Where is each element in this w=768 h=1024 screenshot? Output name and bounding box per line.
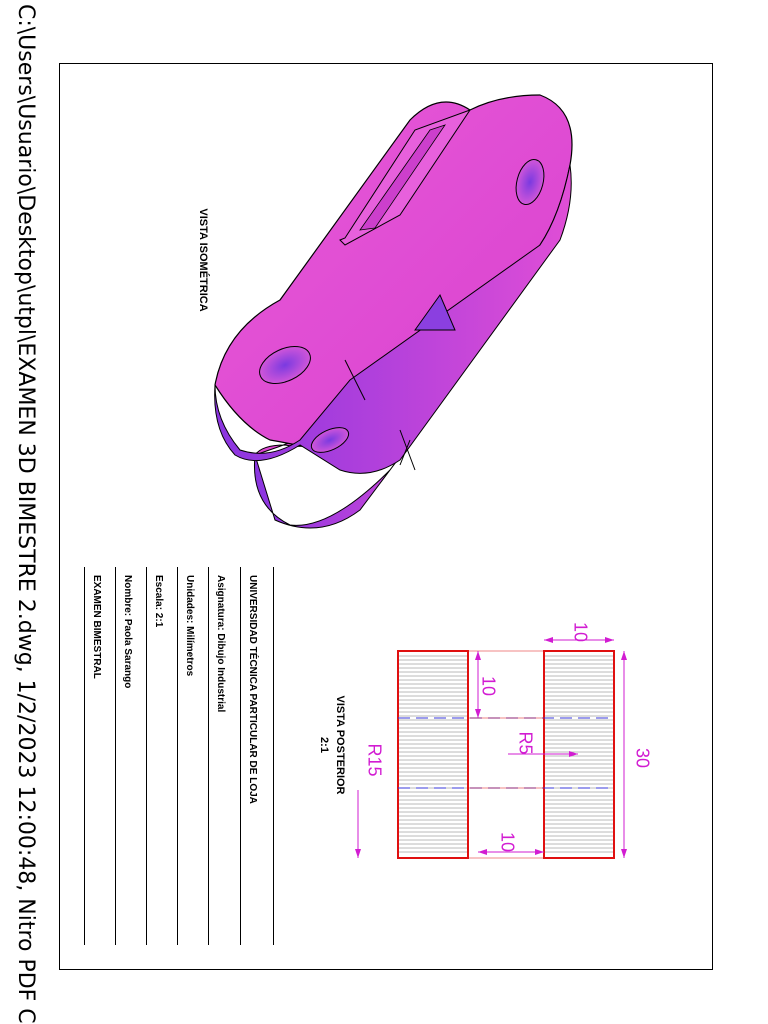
dim-arrowhead-2 [605, 637, 614, 643]
dim-arrowhead-5 [475, 651, 481, 660]
dim-arrowhead-9 [355, 849, 361, 858]
rear-view-left-block [398, 651, 468, 858]
file-path-header: C:\Users\Usuario\Desktop\utpl\EXAMEN 3D BIMESTRE 2.dwg, 1/2/2023 12:00:48, Nitro PDF C [13, 4, 38, 1024]
rear-view-hatching [398, 656, 614, 852]
dim-overall: 30 [632, 747, 653, 769]
dim-center-radius: R5 [515, 731, 536, 755]
title-row-name: Nombre: Paola Sarango [115, 567, 146, 945]
dim-arrowhead-8 [478, 849, 487, 855]
rear-view-label: VISTA POSTERIOR [334, 695, 346, 795]
dim-arrowhead-1 [544, 637, 553, 643]
title-row-university: UNIVERSIDAD TÉCNICA PARTICULAR DE LOJA [240, 567, 274, 945]
title-row-scale: Escala: 2:1 [146, 567, 177, 945]
rear-view-scale: 2:1 [318, 737, 330, 753]
dim-arrowhead-7 [535, 849, 544, 855]
title-block [84, 567, 274, 945]
title-row-units: Unidades: Milímetros [177, 567, 208, 945]
title-row-exam: EXAMEN BIMESTRAL [84, 567, 115, 945]
dim-bottom-width: 10 [497, 831, 518, 853]
dim-arrowhead-3 [621, 651, 627, 660]
dim-top-width: 10 [570, 621, 591, 643]
dim-outer-radius: R15 [364, 743, 385, 777]
dim-inner-top: 10 [478, 675, 499, 697]
dim-arrowhead-4 [621, 849, 627, 858]
title-row-subject: Asignatura: Dibujo Industrial [208, 567, 240, 945]
isometric-view-label: VISTA ISOMÉTRICA [197, 208, 209, 312]
dim-arrowhead-6 [475, 709, 481, 718]
